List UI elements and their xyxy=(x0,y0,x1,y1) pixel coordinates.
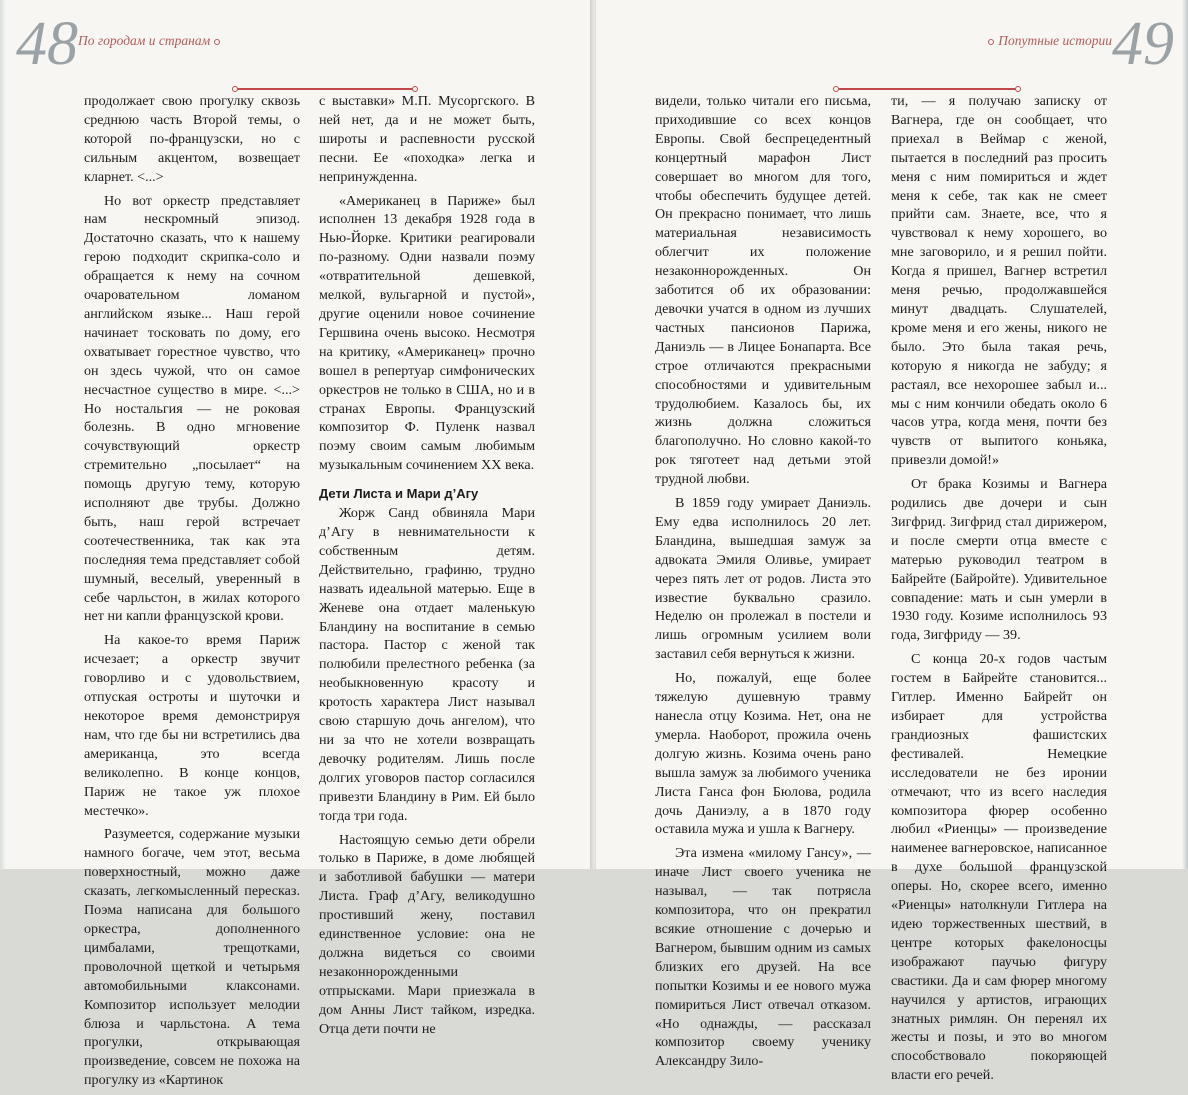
text-column-1 xyxy=(84,92,300,1095)
page-number: 48 xyxy=(16,10,78,78)
page-number: 49 xyxy=(1112,10,1174,78)
paragraph: Настоящую семью дети обрели только в Париже, в доме любящей и заботливой бабушки — матери Листа. Граф д’Агу, великодушно простивший жену, поставил единственное условие: она не должна видеться со своими незаконнорожденными отпрысками. Мари приезжала в дом Анны Лист тайком, изредка. Отца дети почти не xyxy=(319,831,535,1037)
text-column-1 xyxy=(655,92,871,1076)
ornament-dot-icon xyxy=(988,39,994,45)
paragraph: Но, пожалуй, еще более тяжелую душевную травму нанесла отцу Козима. Нет, она не умерла. Наоборот, прожила очень долгую жизнь. Козима очень рано вышла замуж за любимого ученика Листа Ганса фон Бюлова, родила дочь Даниэлу, а в 1870 году оставила мужа и ушла к Вагнеру. xyxy=(655,670,871,838)
section-heading: Дети Листа и Мари д’Агу xyxy=(319,486,479,502)
paragraph: С конца 20-х годов частым гостем в Байрейте становится... Гитлер. Именно Байрейт он избирает для устройства грандиозных фашистских фестивалей. Немецкие исследователи не без иронии отмечают, что из всего наследия композитора фюрер особенно любил «Риенцы» — произведение наименее вагнеровское, написанное в духе большой французской оперы. Но, скорее всего, именно «Риенцы» натолкнули Гитлера на идею торжественных шествий, в центре которых факелоносцы изображают паучью фигуру свастики. Да и сам фюрер многому научился у артистов, играющих знатных римлян. Он перенял их жесты и позы, и это во многом способствовало покоряющей власти его речей. xyxy=(891,651,1107,1084)
ornament-dot-icon xyxy=(214,39,220,45)
paragraph: «Американец в Париже» был исполнен 13 декабря 1928 года в Нью-Йорке. Критики реагировали по-разному. Одни назвали поэму «отвратительной дешевкой, мелкой, вульгарной и пустой», другие оценили новое сочинение Гершвина очень высоко. Несмотря на критику, «Американец» прочно вошел в репертуар симфонических оркестров не только в США, но и в странах Европы. Французский композитор Ф. Пуленк назвал поэму своим самым любимым музыкальным сочинением XX века. xyxy=(319,192,535,474)
paragraph: Разумеется, содержание музыки намного богаче, чем этот, весьма поверхностный, можно даже сказать, легкомысленный пересказ. Поэма написана для большого оркестра, дополненного цимбалами, трещотками, проволочной щеткой и четырьмя автомобильными клаксонами. Композитор использует мелодии блюза и чарльстона. А тема прогулки, открывающая произведение, совсем не похожа на прогулку из «Картинок xyxy=(84,826,300,1089)
text-column-2 xyxy=(891,92,1107,1090)
paragraph: Жорж Санд обвиняла Мари д’Агу в невнимательности к собственным детям. Действительно, графиню, трудно назвать идеальной матерью. Еще в Женеве она отдает маленькую Бландину на воспитание в семью пастора. Пастор с женой так полюбили прелестного ребенка (за необыкновенную красоту и кротость характера Лист называл свою старшую дочь ангелом), что ни за что не хотели возвращать девочку родителям. Лишь после долгих уговоров пастор согласился привезти Бландину в Рим. Ей было тогда три года. xyxy=(319,505,535,824)
running-head xyxy=(984,33,1112,49)
text-column-2 xyxy=(319,92,535,1044)
paragraph: с выставки» М.П. Мусоргского. В ней нет, да и не может быть, широты и распевности русской песни. Ее «походка» легка и непринужденна. xyxy=(319,93,535,185)
paragraph: Но вот оркестр представляет нам нескромный эпизод. Достаточно сказать, что к нашему герою подходит скрипка-соло и обращается к нему на сочном очаровательном ломаном английском языке... Наш герой начинает тосковать по дому, его охватывает горестное чувство, что он здесь чужой, что он самое несчастное существо в мире. <...> Но ностальгия — не роковая болезнь. В одно мгновение сочувствующий оркестр стремительно „посылает“ на помощь другую тему, которую исполняют две трубы. Должно быть, наш герой встречает соотечественника, так как эта последняя тема представляет собой шумный, веселый, уверенный в себе чарльстон, в жилах которого нет ни капли французской крови. xyxy=(84,192,300,625)
running-head-text: По городам и странам xyxy=(78,33,211,48)
paragraph: продолжает свою прогулку сквозь среднюю часть Второй темы, о которой по-французски, но с сильным акцентом, возвещает кларнет. <...> xyxy=(84,93,300,185)
paragraph: ти, — я получаю записку от Вагнера, где он сообщает, что приехал в Веймар с женой, пытается в последний раз просить меня с ним помириться и ждет меня к себе, так как не смеет прийти сам. Знаете, все, что я чувствовал к нему хорошего, во мне заговорило, и я решил пойти. Когда я пришел, Вагнер встретил меня речью, продолжавшейся минут двадцать. Слушателей, кроме меня и его жены, никого не было. Это была такая речь, которую я никогда не забуду; я растаял, все нехорошее забыл и... мы с ним кончили обедать около 6 часов утра, когда меня, почти без чувств от выпитого коньяка, привезли домой!» xyxy=(891,93,1107,469)
paragraph: В 1859 году умирает Даниэль. Ему едва исполнилось 20 лет. Бландина, вышедшая замуж за адвоката Эмиля Оливье, умирает через пять лет от родов. Листа это известие буквально сразило. Неделю он пролежал в постели и лишь огромным усилием воли заставил себя вернуться к жизни. xyxy=(655,495,871,663)
running-head-text: Попутные истории xyxy=(998,33,1112,48)
paragraph: Эта измена «милому Гансу», — иначе Лист своего ученика не называл, — так потрясла композитора, что он прекратил всякие отношение с дочерью и Вагнером, бывшим одним из самых близких его друзей. На все попытки Козимы и ее нового мужа помириться Лист отвечал отказом. «Но однажды, — рассказал композитор своему ученику Александру Зило- xyxy=(655,845,871,1070)
right-page xyxy=(596,0,1188,1084)
paragraph: видели, только читали его письма, приходившие со всех концов Европы. Свой беспрецедентный концертный марафон Лист совершает во многом для того, чтобы обеспечить будущее детей. Он прекрасно понимает, что лишь материальная независимость облегчит их положение незаконнорожденных. Он заботится об их образовании: девочки учатся в одном из лучших частных пансионов Парижа, Даниэль — в Лицее Бонапарта. Все строе отличаются прекрасными способностями и удивительным трудолюбием. Казалось бы, их жизнь должна сложиться благополучно. Но словно какой-то рок тяготеет над детьми этой трудной любви. xyxy=(655,93,871,488)
paragraph: На какое-то время Париж исчезает; а оркестр звучит говорливо и с удовольствием, отпуская остроты и шуточки и некоторое время демонстрируя нам, что где бы ни встретились два американца, это всегда великолепно. В конце концов, Париж не такое уж плохое местечко». xyxy=(84,632,300,819)
paragraph: От брака Козимы и Вагнера родились две дочери и сын Зигфрид. Зигфрид стал дирижером, и после смерти отца вместе с матерью руководил театром в Байрейте (Байройте). Удивительное совпадение: мать и сын умерли в 1930 году. Козиме исполнилось 93 года, Зигфриду — 39. xyxy=(891,476,1107,644)
running-head xyxy=(78,33,224,49)
left-page xyxy=(0,0,592,1089)
